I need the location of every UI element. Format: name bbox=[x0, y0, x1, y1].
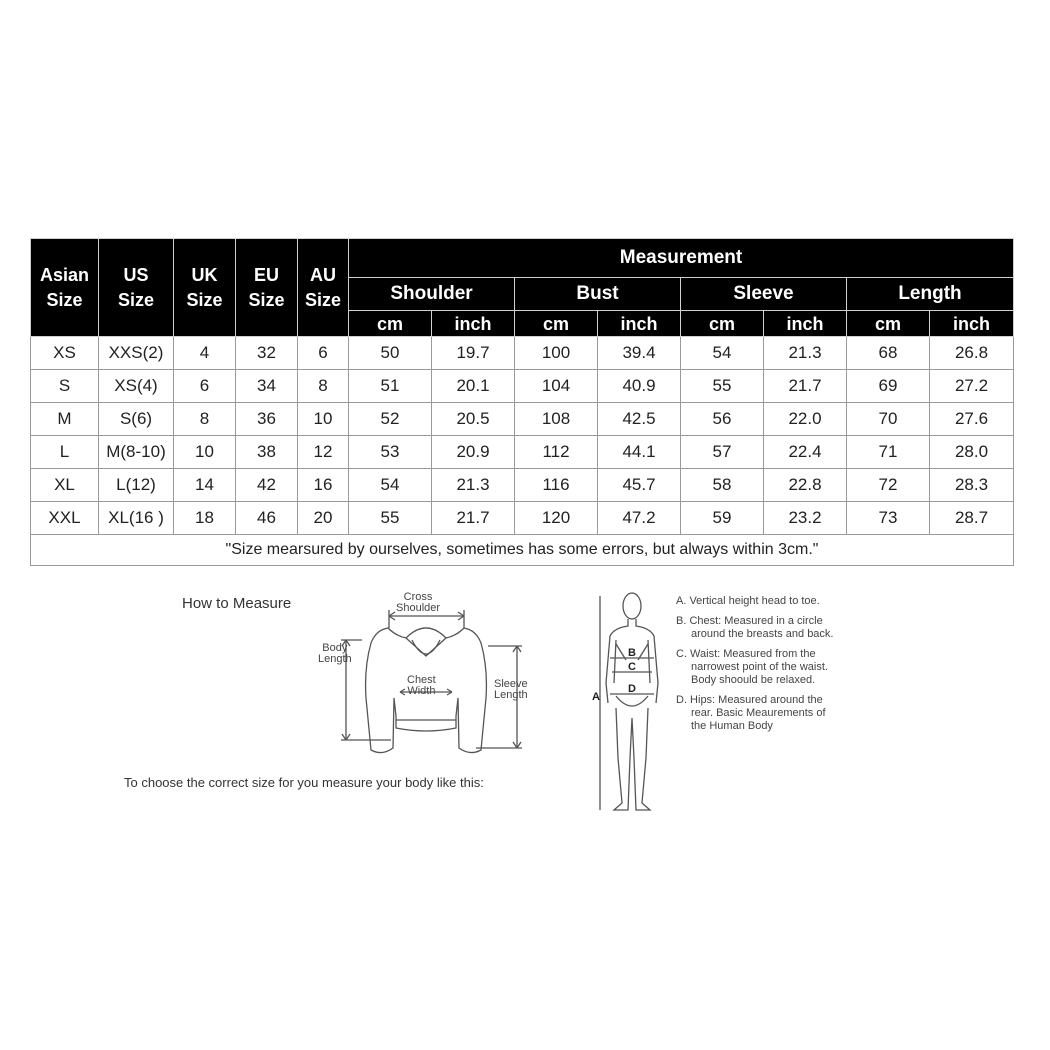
table-cell: 23.2 bbox=[764, 502, 847, 535]
chest-width-label: Chest Width bbox=[407, 674, 436, 697]
table-cell: 55 bbox=[349, 502, 432, 535]
table-cell: 46 bbox=[236, 502, 298, 535]
table-cell: 47.2 bbox=[598, 502, 681, 535]
figure-letter-b: B bbox=[628, 647, 636, 659]
measurement-note: "Size mearsured by ourselves, sometimes has some errors, but always within 3cm." bbox=[31, 535, 1014, 566]
table-cell: 58 bbox=[681, 469, 764, 502]
how-to-measure-title: How to Measure bbox=[182, 595, 292, 612]
table-row bbox=[31, 337, 1014, 370]
table-cell: 42 bbox=[236, 469, 298, 502]
table-cell: S(6) bbox=[99, 403, 174, 436]
table-cell: M(8-10) bbox=[99, 436, 174, 469]
table-cell: 42.5 bbox=[598, 403, 681, 436]
table-cell: 71 bbox=[847, 436, 930, 469]
human-body-icon bbox=[586, 588, 670, 820]
table-cell: 21.3 bbox=[432, 469, 515, 502]
table-cell: XL bbox=[31, 469, 99, 502]
table-cell: 20.9 bbox=[432, 436, 515, 469]
header-eu-size: EU Size bbox=[236, 239, 298, 337]
table-cell: 28.7 bbox=[930, 502, 1014, 535]
table-cell: 6 bbox=[298, 337, 349, 370]
header-unit: inch bbox=[598, 311, 681, 337]
table-cell: 120 bbox=[515, 502, 598, 535]
table-cell: S bbox=[31, 370, 99, 403]
table-cell: 100 bbox=[515, 337, 598, 370]
figure-letter-d: D bbox=[628, 683, 636, 695]
table-cell: 18 bbox=[174, 502, 236, 535]
table-row bbox=[31, 403, 1014, 436]
table-cell: 8 bbox=[174, 403, 236, 436]
header-unit: cm bbox=[515, 311, 598, 337]
header-bust: Bust bbox=[515, 278, 681, 311]
table-cell: 69 bbox=[847, 370, 930, 403]
how-to-measure-section bbox=[0, 580, 1050, 840]
size-chart-table bbox=[30, 238, 1014, 566]
header-au-size: AU Size bbox=[298, 239, 349, 337]
table-cell: 21.3 bbox=[764, 337, 847, 370]
table-cell: 22.4 bbox=[764, 436, 847, 469]
table-row bbox=[31, 469, 1014, 502]
table-cell: XL(16 ) bbox=[99, 502, 174, 535]
table-cell: 57 bbox=[681, 436, 764, 469]
table-row bbox=[31, 502, 1014, 535]
body-length-label: Body Length bbox=[318, 642, 352, 665]
choose-size-text: To choose the correct size for you measure your body like this: bbox=[124, 775, 484, 790]
table-cell: M bbox=[31, 403, 99, 436]
table-cell: 59 bbox=[681, 502, 764, 535]
table-cell: 56 bbox=[681, 403, 764, 436]
table-cell: 72 bbox=[847, 469, 930, 502]
table-body bbox=[31, 337, 1014, 535]
table-cell: 54 bbox=[681, 337, 764, 370]
table-cell: 16 bbox=[298, 469, 349, 502]
table-cell: XXL bbox=[31, 502, 99, 535]
header-unit: cm bbox=[349, 311, 432, 337]
header-asian-size: Asian Size bbox=[31, 239, 99, 337]
table-cell: 12 bbox=[298, 436, 349, 469]
table-cell: 4 bbox=[174, 337, 236, 370]
table-cell: 68 bbox=[847, 337, 930, 370]
header-unit: inch bbox=[930, 311, 1014, 337]
header-unit: inch bbox=[764, 311, 847, 337]
table-cell: 20.1 bbox=[432, 370, 515, 403]
table-cell: 34 bbox=[236, 370, 298, 403]
table-cell: L bbox=[31, 436, 99, 469]
table-row bbox=[31, 370, 1014, 403]
figure-letter-a: A bbox=[592, 691, 600, 703]
table-cell: 50 bbox=[349, 337, 432, 370]
table-cell: 70 bbox=[847, 403, 930, 436]
table-cell: 116 bbox=[515, 469, 598, 502]
table-cell: 53 bbox=[349, 436, 432, 469]
header-measurement: Measurement bbox=[349, 239, 1014, 278]
table-cell: 55 bbox=[681, 370, 764, 403]
table-cell: L(12) bbox=[99, 469, 174, 502]
table-cell: 10 bbox=[298, 403, 349, 436]
table-cell: 20.5 bbox=[432, 403, 515, 436]
table-cell: 6 bbox=[174, 370, 236, 403]
header-unit: inch bbox=[432, 311, 515, 337]
table-cell: 40.9 bbox=[598, 370, 681, 403]
table-row bbox=[31, 436, 1014, 469]
table-cell: 27.6 bbox=[930, 403, 1014, 436]
note-a: A. Vertical height head to toe. bbox=[676, 595, 820, 607]
measurement-notes bbox=[676, 595, 836, 740]
header-unit: cm bbox=[847, 311, 930, 337]
table-cell: 21.7 bbox=[432, 502, 515, 535]
table-cell: 22.8 bbox=[764, 469, 847, 502]
table-cell: 39.4 bbox=[598, 337, 681, 370]
table-cell: 108 bbox=[515, 403, 598, 436]
table-cell: 28.0 bbox=[930, 436, 1014, 469]
table-cell: 27.2 bbox=[930, 370, 1014, 403]
table-cell: 10 bbox=[174, 436, 236, 469]
table-cell: 52 bbox=[349, 403, 432, 436]
table-cell: 51 bbox=[349, 370, 432, 403]
table-cell: 54 bbox=[349, 469, 432, 502]
header-us-size: US Size bbox=[99, 239, 174, 337]
table-cell: 28.3 bbox=[930, 469, 1014, 502]
header-length: Length bbox=[847, 278, 1014, 311]
table-cell: 26.8 bbox=[930, 337, 1014, 370]
table-cell: 20 bbox=[298, 502, 349, 535]
sleeve-length-label: Sleeve Length bbox=[494, 678, 528, 701]
note-d: D. Hips: Measured around the rear. Basic Meaurements of the Human Body bbox=[676, 694, 826, 732]
note-b: B. Chest: Measured in a circle around the breasts and back. bbox=[676, 615, 834, 640]
table-cell: 36 bbox=[236, 403, 298, 436]
note-c: C. Waist: Measured from the narrowest point of the waist. Body shoould be relaxed. bbox=[676, 648, 828, 686]
table-cell: 104 bbox=[515, 370, 598, 403]
cross-shoulder-label: Cross Shoulder bbox=[396, 591, 441, 614]
table-cell: XS(4) bbox=[99, 370, 174, 403]
header-shoulder: Shoulder bbox=[349, 278, 515, 311]
table-cell: 8 bbox=[298, 370, 349, 403]
table-cell: 44.1 bbox=[598, 436, 681, 469]
table-cell: 19.7 bbox=[432, 337, 515, 370]
table-cell: 73 bbox=[847, 502, 930, 535]
table-cell: 45.7 bbox=[598, 469, 681, 502]
header-sleeve: Sleeve bbox=[681, 278, 847, 311]
table-cell: 112 bbox=[515, 436, 598, 469]
table-cell: 32 bbox=[236, 337, 298, 370]
header-uk-size: UK Size bbox=[174, 239, 236, 337]
figure-letter-c: C bbox=[628, 661, 636, 673]
table-cell: 38 bbox=[236, 436, 298, 469]
table-cell: 14 bbox=[174, 469, 236, 502]
table-cell: XS bbox=[31, 337, 99, 370]
table-cell: 22.0 bbox=[764, 403, 847, 436]
header-unit: cm bbox=[681, 311, 764, 337]
table-cell: XXS(2) bbox=[99, 337, 174, 370]
table-cell: 21.7 bbox=[764, 370, 847, 403]
